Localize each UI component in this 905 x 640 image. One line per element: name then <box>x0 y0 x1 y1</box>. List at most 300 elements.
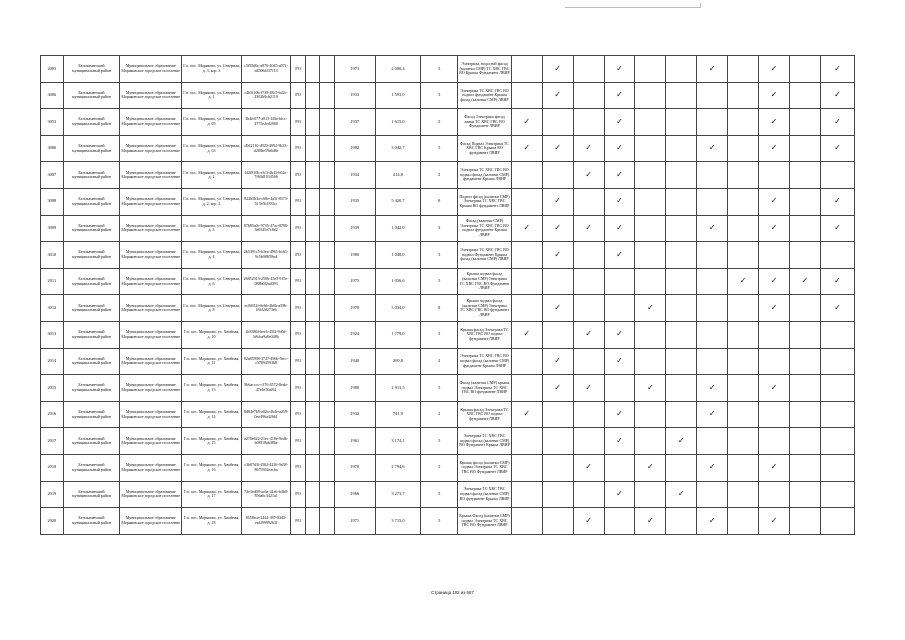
check-cell <box>511 454 542 481</box>
area-cell: 1 056,6 <box>375 268 420 295</box>
guid-cell: c3b07d3f-f562-4226-9a58-8679302eacba <box>241 454 290 481</box>
check-cell <box>759 82 790 109</box>
empty-cell <box>320 242 334 269</box>
checkmark-icon: ✓ <box>770 515 778 525</box>
check-cell <box>820 321 854 348</box>
table-row <box>41 454 855 481</box>
works-cell: Фасад (калитки СМР) крыша подвал Электрика ТС ХВС ГВС ВО фундамент ЛВИР <box>458 375 512 402</box>
check-cell <box>604 215 635 242</box>
check-cell <box>697 56 728 83</box>
address-cell: Г.п. пос. Моряково, ул. Хвойная, д. 15 <box>182 428 242 455</box>
address-cell: Г.п. пос. Моряково, ул. Хвойная, д. 13 <box>182 375 242 402</box>
empty-cell <box>320 215 334 242</box>
area-cell: 3 174,1 <box>375 428 420 455</box>
works-cell: Электрика ТС ХВС ГВС ВО подвал фасад (калитки СМР) фундамент Крыша ЛВИР <box>458 162 512 189</box>
form-cell: РО <box>291 481 305 508</box>
checkmark-icon: ✓ <box>616 223 623 233</box>
owner-cell: Муниципальное образование Моряковское городское поселение <box>120 242 182 269</box>
check-cell <box>697 508 728 535</box>
guid-cell: c4b5f10b-f738-48c5-b42c-2302b9cb2110 <box>241 82 290 109</box>
empty-cell <box>320 162 334 189</box>
check-cell <box>573 56 604 83</box>
check-cell <box>635 268 666 295</box>
guid-cell: 02a85998-3747-496b-9ecc-c57894593b8 <box>241 348 290 375</box>
check-cell <box>635 242 666 269</box>
year-cell: 1982 <box>334 135 375 162</box>
district-cell: Белокаменский муниципальный район <box>63 215 120 242</box>
area-cell: 2 794,6 <box>375 454 420 481</box>
check-cell <box>728 135 759 162</box>
check-cell <box>511 481 542 508</box>
address-cell: Г.п. пос. Моряково, ул. Северная, д. 63 <box>182 135 242 162</box>
guid-cell: 72e3ed08-ac6a-41a6-b4b0-856a6c3421a1 <box>241 481 290 508</box>
check-cell <box>759 508 790 535</box>
check-cell <box>789 481 820 508</box>
check-cell <box>666 162 697 189</box>
check-cell <box>666 348 697 375</box>
works-cell: Крыша фасад Электрика ТС ХВС ГВС ВО подвал фундамент ЛВИР <box>458 321 512 348</box>
check-cell <box>511 348 542 375</box>
check-cell <box>573 109 604 136</box>
check-cell <box>542 242 573 269</box>
check-cell <box>759 454 790 481</box>
table-row <box>41 188 855 215</box>
check-cell <box>820 215 854 242</box>
checkmark-icon: ✓ <box>770 143 778 153</box>
address-cell: Г.п. пос. Моряково, ул. Хвойная, д. 11 <box>182 348 242 375</box>
check-cell <box>789 508 820 535</box>
check-cell <box>604 481 635 508</box>
check-cell <box>820 348 854 375</box>
check-cell <box>573 295 604 322</box>
check-cell <box>697 188 728 215</box>
floors-cell: 5 <box>421 454 458 481</box>
guid-cell: 26852913-2506-45e5-915e-088b0f2a4093 <box>241 268 290 295</box>
row-number: 2020 <box>41 508 64 535</box>
owner-cell: Муниципальное образование Моряковское городское поселение <box>120 268 182 295</box>
check-cell <box>759 188 790 215</box>
check-cell <box>728 454 759 481</box>
check-cell <box>573 215 604 242</box>
row-number: 3013 <box>41 321 64 348</box>
check-cell <box>542 188 573 215</box>
district-cell: Белокаменский муниципальный район <box>63 295 120 322</box>
area-cell: 3 042,7 <box>375 135 420 162</box>
address-cell: Г.п. пос. Моряково, ул. Северная, д. 2, кор. 2 <box>182 188 242 215</box>
empty-cell <box>320 401 334 428</box>
checkmark-icon: ✓ <box>770 90 778 100</box>
owner-cell: Муниципальное образование Моряковское городское поселение <box>120 162 182 189</box>
check-cell <box>666 481 697 508</box>
checkmark-icon: ✓ <box>585 143 592 153</box>
guid-cell: 2b5391c5-b3ea-4961-bcb1-9c5b9f8f58ed <box>241 242 290 269</box>
form-cell: РО <box>291 242 305 269</box>
checkmark-icon: ✓ <box>770 196 778 206</box>
empty-cell <box>305 162 319 189</box>
empty-cell <box>305 348 319 375</box>
row-number: 3006 <box>41 135 64 162</box>
check-cell <box>789 348 820 375</box>
empty-cell <box>305 428 319 455</box>
area-cell: 3 034,0 <box>375 295 420 322</box>
check-cell <box>759 56 790 83</box>
check-cell <box>604 375 635 402</box>
guid-cell: 3b4fc077-a811-4f0a-bfcc-4775e2ed2960 <box>241 109 290 136</box>
works-cell: Крыша фасад Электрика ТС ХВС ГВС ВО подвал фундамент ЛВИР <box>458 401 512 428</box>
empty-cell <box>305 454 319 481</box>
form-cell: РО <box>291 135 305 162</box>
owner-cell: Муниципальное образование Моряковское городское поселение <box>120 321 182 348</box>
check-cell <box>542 401 573 428</box>
check-cell <box>759 268 790 295</box>
check-cell <box>511 162 542 189</box>
checkmark-icon: ✓ <box>585 169 592 179</box>
district-cell: Белокаменский муниципальный район <box>63 321 120 348</box>
checkmark-icon: ✓ <box>647 515 654 525</box>
register-table <box>40 55 855 535</box>
checkmark-icon: ✓ <box>616 63 623 73</box>
check-cell <box>542 321 573 348</box>
check-cell <box>635 481 666 508</box>
checkmark-icon: ✓ <box>616 143 623 153</box>
check-cell <box>789 375 820 402</box>
checkmark-icon: ✓ <box>554 382 561 392</box>
district-cell: Белокаменский муниципальный район <box>63 401 120 428</box>
guid-cell: 87b85a0c-9735-47ac-8796-3e0525e7c8d2 <box>241 215 290 242</box>
check-cell <box>573 268 604 295</box>
floors-cell: 8 <box>421 295 458 322</box>
row-number: 2014 <box>41 348 64 375</box>
row-number: 3009 <box>41 215 64 242</box>
check-cell <box>542 215 573 242</box>
owner-cell: Муниципальное образование Моряковское городское поселение <box>120 295 182 322</box>
check-cell <box>511 82 542 109</box>
check-cell <box>511 295 542 322</box>
check-cell <box>573 401 604 428</box>
empty-cell <box>305 82 319 109</box>
checkmark-icon: ✓ <box>677 435 685 445</box>
row-number: 2017 <box>41 428 64 455</box>
check-cell <box>820 135 854 162</box>
check-cell <box>666 215 697 242</box>
table-row <box>41 215 855 242</box>
row-number: 2019 <box>41 481 64 508</box>
district-cell: Белокаменский муниципальный район <box>63 188 120 215</box>
row-number: 3010 <box>41 242 64 269</box>
check-cell <box>542 454 573 481</box>
checkmark-icon: ✓ <box>770 462 778 472</box>
check-cell <box>573 321 604 348</box>
empty-cell <box>320 135 334 162</box>
empty-cell <box>320 295 334 322</box>
checkmark-icon: ✓ <box>770 116 778 126</box>
check-cell <box>820 375 854 402</box>
check-cell <box>697 215 728 242</box>
guid-cell: 8558ece-2444-497-83d3-ea4f9999263f <box>241 508 290 535</box>
floors-cell: 5 <box>421 508 458 535</box>
empty-cell <box>305 375 319 402</box>
empty-cell <box>320 508 334 535</box>
form-cell: РО <box>291 321 305 348</box>
empty-cell <box>305 135 319 162</box>
form-cell: РО <box>291 188 305 215</box>
check-cell <box>759 215 790 242</box>
checkmark-icon: ✓ <box>616 409 623 419</box>
check-cell <box>573 375 604 402</box>
checkmark-icon: ✓ <box>770 276 778 286</box>
check-cell <box>789 188 820 215</box>
check-cell <box>789 242 820 269</box>
checkmark-icon: ✓ <box>616 249 623 259</box>
table-row <box>41 348 855 375</box>
empty-cell <box>305 242 319 269</box>
check-cell <box>666 401 697 428</box>
guid-cell: 822b5b3a-c68e-4a5f-8373-513e5b183fcc <box>241 188 290 215</box>
check-cell <box>511 215 542 242</box>
check-cell <box>511 56 542 83</box>
district-cell: Белокаменский муниципальный район <box>63 242 120 269</box>
floors-cell: 5 <box>421 481 458 508</box>
guid-cell: c5f85d6c-a876-4045-a971-d45064f37113 <box>241 56 290 83</box>
address-cell: Г.п. пос. Моряково, ул. Хвойная, д. 18 <box>182 508 242 535</box>
works-cell: Крыша Фасад (калитки СМР) подвал Электрика ТС ХВС ГВС ВО Фундамент ЛВИР <box>458 508 512 535</box>
address-cell: Г.п. пос. Моряково, ул. Северная, д. 3, кор. 3 <box>182 56 242 83</box>
area-cell: 2 913,5 <box>375 375 420 402</box>
floors-cell: 5 <box>421 375 458 402</box>
empty-cell <box>305 321 319 348</box>
check-cell <box>728 109 759 136</box>
check-cell <box>542 508 573 535</box>
checkmark-icon: ✓ <box>647 382 654 392</box>
check-cell <box>697 348 728 375</box>
check-cell <box>820 481 854 508</box>
area-cell: 5 420,7 <box>375 188 420 215</box>
table-row <box>41 135 855 162</box>
check-cell <box>789 56 820 83</box>
guid-cell: a270e622-21ec-418e-9edb-b08f18ab486e <box>241 428 290 455</box>
empty-cell <box>320 56 334 83</box>
year-cell: 1966 <box>334 481 375 508</box>
check-cell <box>728 401 759 428</box>
check-cell <box>573 242 604 269</box>
check-cell <box>604 188 635 215</box>
checkmark-icon: ✓ <box>523 223 531 233</box>
works-cell: Электрика ТС ХВС ГВС подвал фасад (калитки СМР) ВО Фундамент Крыша ЛВИР <box>458 428 512 455</box>
check-cell <box>666 56 697 83</box>
owner-cell: Муниципальное образование Моряковское городское поселение <box>120 375 182 402</box>
check-cell <box>511 135 542 162</box>
checkmark-icon: ✓ <box>647 462 654 472</box>
empty-cell <box>305 109 319 136</box>
check-cell <box>666 428 697 455</box>
works-cell: Электрика ТС ХВС ГВС ВО подвал Фундамент Крыша фасад (калитки СМР) ЛВИР <box>458 242 512 269</box>
year-cell: 1939 <box>334 215 375 242</box>
check-cell <box>635 454 666 481</box>
check-cell <box>728 348 759 375</box>
empty-cell <box>305 401 319 428</box>
floors-cell: 5 <box>421 56 458 83</box>
address-cell: Г.п. пос. Моряково, ул. Северная, д. 3 <box>182 215 242 242</box>
checkmark-icon: ✓ <box>523 143 531 153</box>
check-cell <box>697 135 728 162</box>
floors-cell: 5 <box>421 428 458 455</box>
checkmark-icon: ✓ <box>585 382 592 392</box>
check-cell <box>728 242 759 269</box>
empty-cell <box>320 82 334 109</box>
district-cell: Белокаменский муниципальный район <box>63 135 120 162</box>
floors-cell: 2 <box>421 162 458 189</box>
empty-cell <box>320 454 334 481</box>
check-cell <box>604 401 635 428</box>
guid-cell: 6f2f810b-e3f3-4b43-b02e-7f60d1034566 <box>241 162 290 189</box>
checkmark-icon: ✓ <box>554 249 561 259</box>
scan-artifact-tick <box>700 3 701 8</box>
empty-cell <box>320 321 334 348</box>
works-cell: Фасад Подвал Электрика ТС ХВС ГВС Крыша ВО фундамент ЛВИР <box>458 135 512 162</box>
check-cell <box>604 242 635 269</box>
district-cell: Белокаменский муниципальный район <box>63 481 120 508</box>
check-cell <box>666 188 697 215</box>
address-cell: Г.п. пос. Моряково, ул. Хвойная, д. 10 <box>182 321 242 348</box>
works-cell: Фасад Электрика фасад лавки ТС ХВС ГВС ВО Фундамент ЛВИР <box>458 109 512 136</box>
district-cell: Белокаменский муниципальный район <box>63 454 120 481</box>
check-cell <box>573 348 604 375</box>
form-cell: РО <box>291 428 305 455</box>
checkmark-icon: ✓ <box>834 90 841 100</box>
area-cell: 741,9 <box>375 401 420 428</box>
year-cell: 1932 <box>334 401 375 428</box>
check-cell <box>666 508 697 535</box>
check-cell <box>728 215 759 242</box>
owner-cell: Муниципальное образование Моряковское городское поселение <box>120 508 182 535</box>
owner-cell: Муниципальное образование Моряковское городское поселение <box>120 348 182 375</box>
table-row <box>41 481 855 508</box>
checkmark-icon: ✓ <box>708 382 716 392</box>
checkmark-icon: ✓ <box>834 223 841 233</box>
row-number: 2011 <box>41 268 64 295</box>
check-cell <box>635 215 666 242</box>
checkmark-icon: ✓ <box>708 409 716 419</box>
check-cell <box>635 508 666 535</box>
check-cell <box>511 109 542 136</box>
check-cell <box>635 321 666 348</box>
area-cell: 1 593,0 <box>375 82 420 109</box>
check-cell <box>820 109 854 136</box>
check-cell <box>820 428 854 455</box>
district-cell: Белокаменский муниципальный район <box>63 109 120 136</box>
check-cell <box>542 135 573 162</box>
check-cell <box>728 188 759 215</box>
check-cell <box>511 268 542 295</box>
checkmark-icon: ✓ <box>554 143 561 153</box>
year-cell: 1935 <box>334 188 375 215</box>
empty-cell <box>305 56 319 83</box>
checkmark-icon: ✓ <box>554 356 561 366</box>
checkmark-icon: ✓ <box>834 196 841 206</box>
check-cell <box>697 162 728 189</box>
owner-cell: Муниципальное образование Моряковское городское поселение <box>120 401 182 428</box>
year-cell: 1971 <box>334 508 375 535</box>
year-cell: 1970 <box>334 454 375 481</box>
check-cell <box>728 508 759 535</box>
district-cell: Белокаменский муниципальный район <box>63 348 120 375</box>
floors-cell: 3 <box>421 215 458 242</box>
check-cell <box>542 268 573 295</box>
empty-cell <box>320 428 334 455</box>
check-cell <box>573 508 604 535</box>
works-cell: Крыша подвал фасад (калитки СМР) Электрика ТС ХВС ГВС ВО Фундамент ЛВИР <box>458 268 512 295</box>
form-cell: РО <box>291 454 305 481</box>
empty-cell <box>305 295 319 322</box>
checkmark-icon: ✓ <box>616 329 623 339</box>
check-cell <box>635 162 666 189</box>
check-cell <box>728 295 759 322</box>
check-cell <box>573 82 604 109</box>
guid-cell: 8d84e769-a02a-464e-a259-0ee496a42661 <box>241 401 290 428</box>
row-number: 3053 <box>41 109 64 136</box>
checkmark-icon: ✓ <box>708 63 716 73</box>
works-cell: Фасад (калитки СМР) Электрика ТС ХВС ГВС ВО подвал фундамент Крыша ЛВИР <box>458 215 512 242</box>
check-cell <box>789 135 820 162</box>
check-cell <box>697 401 728 428</box>
check-cell <box>789 82 820 109</box>
check-cell <box>820 401 854 428</box>
check-cell <box>542 375 573 402</box>
district-cell: Белокаменский муниципальный район <box>63 428 120 455</box>
check-cell <box>635 428 666 455</box>
area-cell: 269,8 <box>375 348 420 375</box>
guid-cell: d942110-d929-4994-9b33-d2f0be59a6d8e <box>241 135 290 162</box>
checkmark-icon: ✓ <box>554 302 561 312</box>
guid-cell: 2b3386f-bec6-45f2-9c0d-b8cba9a8e048b <box>241 321 290 348</box>
checkmark-icon: ✓ <box>616 489 623 498</box>
check-cell <box>759 109 790 136</box>
table-row <box>41 268 855 295</box>
check-cell <box>542 162 573 189</box>
year-cell: 1980 <box>334 242 375 269</box>
check-cell <box>820 242 854 269</box>
area-cell: 2 000,4 <box>375 56 420 83</box>
check-cell <box>728 375 759 402</box>
check-cell <box>666 242 697 269</box>
check-cell <box>697 242 728 269</box>
owner-cell: Муниципальное образование Моряковское городское поселение <box>120 428 182 455</box>
owner-cell: Муниципальное образование Моряковское городское поселение <box>120 215 182 242</box>
checkmark-icon: ✓ <box>708 143 716 153</box>
check-cell <box>604 109 635 136</box>
year-cell: 1924 <box>334 321 375 348</box>
check-cell <box>759 295 790 322</box>
scan-artifact-line <box>565 7 700 8</box>
checkmark-icon: ✓ <box>523 329 531 339</box>
check-cell <box>728 321 759 348</box>
address-cell: Г.п. пос. Моряково, ул. Хвойная, д. 16 <box>182 454 242 481</box>
check-cell <box>635 109 666 136</box>
check-cell <box>728 162 759 189</box>
check-cell <box>728 428 759 455</box>
checkmark-icon: ✓ <box>616 435 623 445</box>
check-cell <box>604 56 635 83</box>
checkmark-icon: ✓ <box>616 169 623 179</box>
year-cell: 1934 <box>334 162 375 189</box>
owner-cell: Муниципальное образование Моряковское городское поселение <box>120 454 182 481</box>
check-cell <box>728 82 759 109</box>
check-cell <box>635 401 666 428</box>
checkmark-icon: ✓ <box>739 276 747 286</box>
check-cell <box>789 268 820 295</box>
address-cell: Г.п. пос. Моряково, ул. Северная, д. 2 <box>182 162 242 189</box>
check-cell <box>789 295 820 322</box>
